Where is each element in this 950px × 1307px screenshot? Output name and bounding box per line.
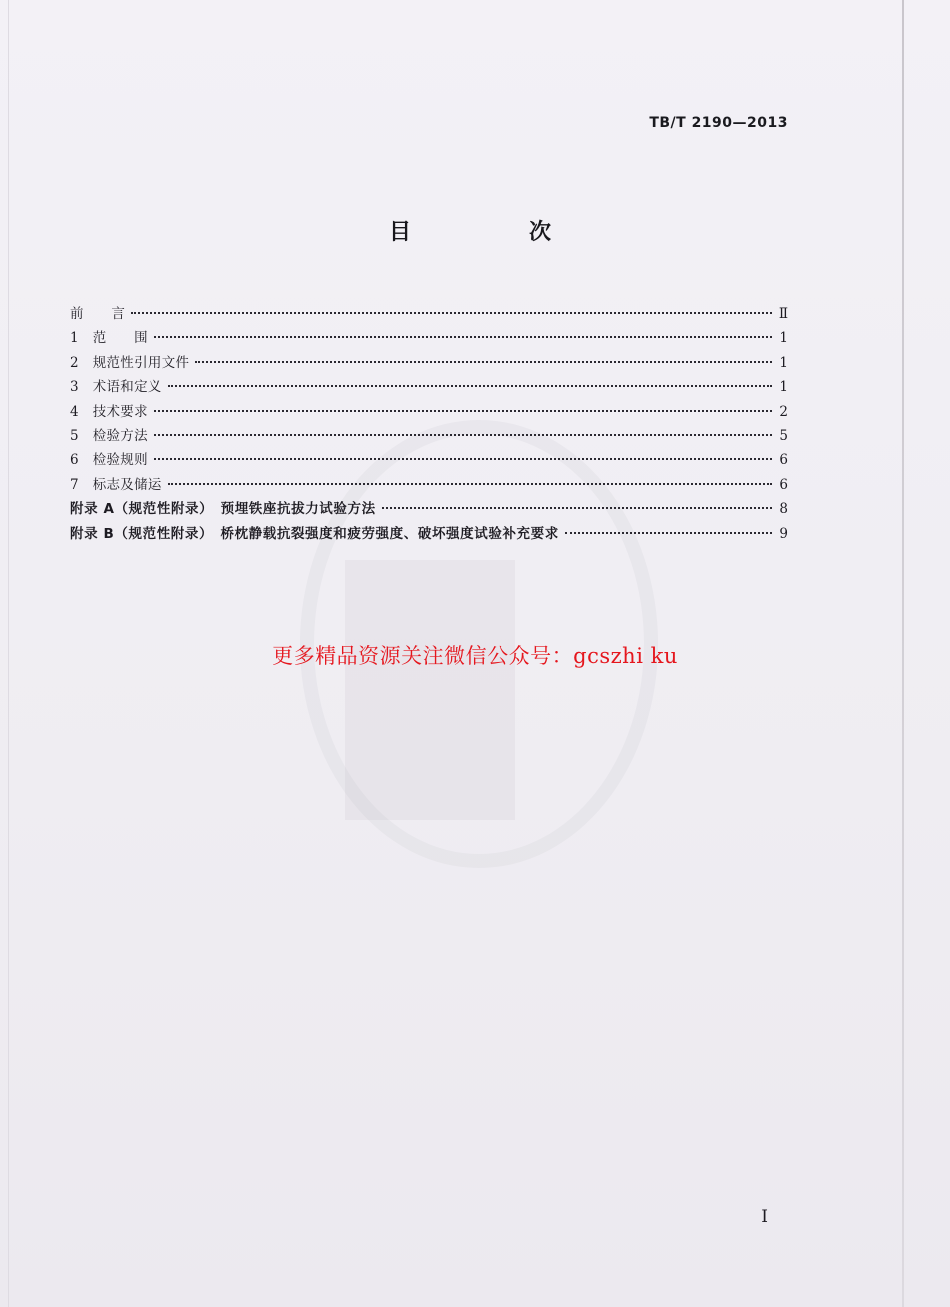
toc-entry-foreword[interactable] (70, 302, 788, 326)
toc-entry-page: 2 (779, 403, 788, 420)
toc-leader-dots (168, 483, 772, 485)
toc-leader-dots (154, 434, 772, 436)
toc-entry-page: 5 (779, 427, 788, 444)
toc-entry-page: 1 (779, 354, 788, 371)
toc-entry-label: 2 规范性引用文件 (70, 354, 190, 371)
toc-leader-dots (195, 361, 772, 363)
toc-entry-page: 8 (779, 501, 788, 518)
toc-entry-terms-definitions[interactable] (70, 375, 788, 399)
toc-entry-test-methods[interactable] (70, 424, 788, 448)
toc-leader-dots (168, 385, 772, 387)
toc-entry-label: 6 检验规则 (70, 452, 148, 469)
toc-entry-label: 附录 A（规范性附录） 预埋铁座抗拔力试验方法 (70, 501, 376, 518)
bleed-through-shadow (345, 560, 515, 820)
toc-entry-page: 6 (779, 452, 788, 469)
toc-entry-annex-a[interactable] (70, 497, 788, 521)
toc-entry-label: 7 标志及储运 (70, 476, 162, 493)
toc-entry-technical-requirements[interactable] (70, 400, 788, 424)
toc-entry-label: 3 术语和定义 (70, 379, 162, 396)
toc-entry-label: 5 检验方法 (70, 427, 148, 444)
toc-entry-scope[interactable] (70, 326, 788, 350)
watermark-text: 更多精品资源关注微信公众号：gcszhi ku (272, 644, 678, 668)
toc-entry-page: 6 (779, 476, 788, 493)
toc-entry-label: 附录 B（规范性附录） 桥枕静载抗裂强度和疲劳强度、破坏强度试验补充要求 (70, 525, 559, 542)
toc-leader-dots (565, 532, 772, 534)
toc-entry-page: Ⅱ (778, 306, 788, 322)
toc-entry-page: 9 (779, 525, 788, 542)
toc-entry-label: 1 范 围 (70, 330, 148, 347)
toc-entry-marking-storage[interactable] (70, 473, 788, 497)
toc-entry-page: 1 (779, 330, 788, 347)
toc-title: 目 次 (388, 220, 599, 245)
toc-entry-annex-b[interactable] (70, 522, 788, 546)
page-number: I (761, 1207, 768, 1227)
toc-leader-dots (154, 410, 772, 412)
toc-entry-inspection-rules[interactable] (70, 448, 788, 472)
toc-entry-page: 1 (779, 379, 788, 396)
toc-entry-label: 4 技术要求 (70, 403, 148, 420)
toc-entry-label: 前 言 (70, 306, 126, 322)
toc-entry-normative-references[interactable] (70, 351, 788, 375)
toc-leader-dots (154, 336, 772, 338)
toc-leader-dots (131, 312, 772, 314)
table-of-contents (70, 302, 788, 546)
document-code: TB/T 2190—2013 (649, 115, 788, 131)
toc-leader-dots (382, 507, 772, 509)
toc-leader-dots (154, 458, 772, 460)
